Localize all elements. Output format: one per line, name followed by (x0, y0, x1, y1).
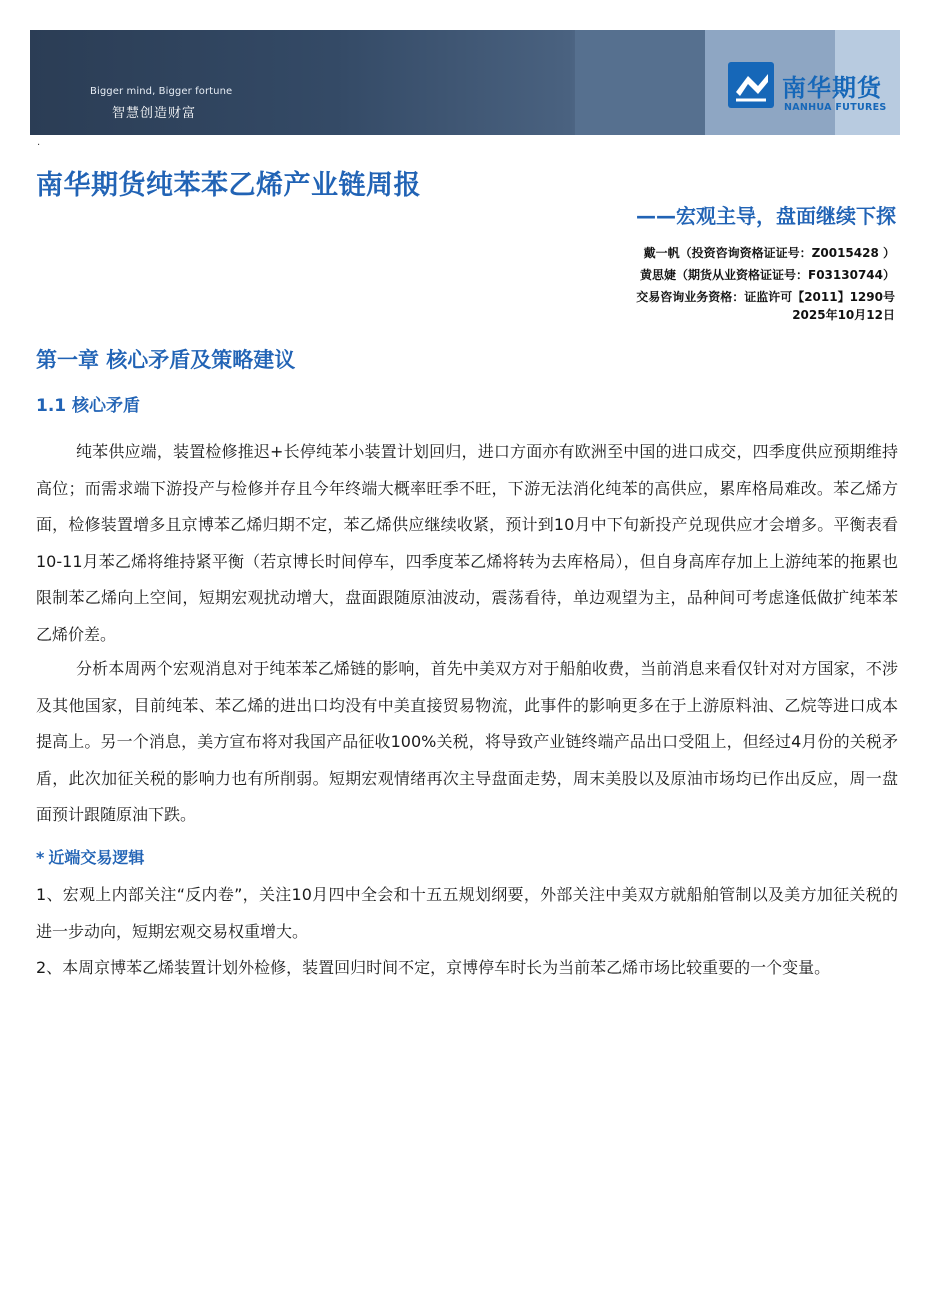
logic-item: 1、宏观上内部关注“反内卷”，关注10月四中全会和十五五规划纲要，外部关注中美双方就船舶管制以及美方加征关税的进一步动向，短期宏观交易权重增大。 (36, 885, 898, 941)
report-date: 2025年10月12日 (792, 308, 895, 322)
logo-text-english: NANHUA FUTURES (784, 102, 887, 113)
near-term-logic-heading (36, 845, 144, 868)
slogan-chinese: 智慧创造财富 (112, 106, 197, 121)
logic-item: 2、本周京博苯乙烯装置计划外检修，装置回归时间不定，京博停车时长为当前苯乙烯市场比较重要的一个变量。 (36, 958, 831, 977)
author-line: 黄思婕（期货从业资格证证号：F03130744） (640, 268, 895, 282)
section-heading: 1.1 核心矛盾 (36, 396, 141, 416)
small-dot: . (37, 137, 41, 148)
chapter-heading: 第一章 核心矛盾及策略建议 (36, 348, 296, 372)
author-line: 戴一帆（投资咨询资格证证号：Z0015428 ） (643, 246, 895, 260)
body-paragraph: 纯苯供应端，装置检修推迟+长停纯苯小装置计划回归，进口方面亦有欧洲至中国的进口成交，四季度供应预期维持高位；而需求端下游投产与检修并存且今年终端大概率旺季不旺，下游无法消化纯苯的高供应，累库格局难改。苯乙烯方面，检修装置增多且京博苯乙烯归期不定，苯乙烯供应继续收紧，预计到10月中下旬新投产兑现供应才会增多。平衡表看10-11月苯乙烯将维持紧平衡（若京博长时间停车，四季度苯乙烯将转为去库格局），但自身高库存加上上游纯苯的拖累也限制苯乙烯向上空间，短期宏观扰动增大，盘面跟随原油波动，震荡看待，单边观望为主，品种间可考虑逢低做扩纯苯苯乙烯价差。 (36, 442, 898, 644)
header-banner (30, 30, 900, 135)
company-logo (720, 38, 900, 128)
near-term-logic-label: 近端交易逻辑 (48, 848, 145, 867)
banner-panel (575, 30, 705, 135)
star-bullet-icon: * (36, 848, 45, 867)
report-subtitle: ——宏观主导，盘面继续下探 (636, 204, 896, 228)
logo-text-chinese: 南华期货 (782, 74, 882, 102)
logo-mark-icon (728, 62, 774, 108)
license-line: 交易咨询业务资格：证监许可【2011】1290号 (636, 290, 895, 304)
body-paragraph: 分析本周两个宏观消息对于纯苯苯乙烯链的影响，首先中美双方对于船舶收费，当前消息来看仅针对对方国家，不涉及其他国家，目前纯苯、苯乙烯的进出口均没有中美直接贸易物流，此事件的影响更多在于上游原料油、乙烷等进口成本提高上。另一个消息，美方宣布将对我国产品征收100%关税，将导致产业链终端产品出口受阻上，但经过4月份的关税矛盾，此次加征关税的影响力也有所削弱。短期宏观情绪再次主导盘面走势，周末美股以及原油市场均已作出反应，周一盘面预计跟随原油下跌。 (36, 659, 898, 824)
report-title: 南华期货纯苯苯乙烯产业链周报 (36, 170, 421, 201)
slogan-english: Bigger mind, Bigger fortune (90, 86, 233, 97)
